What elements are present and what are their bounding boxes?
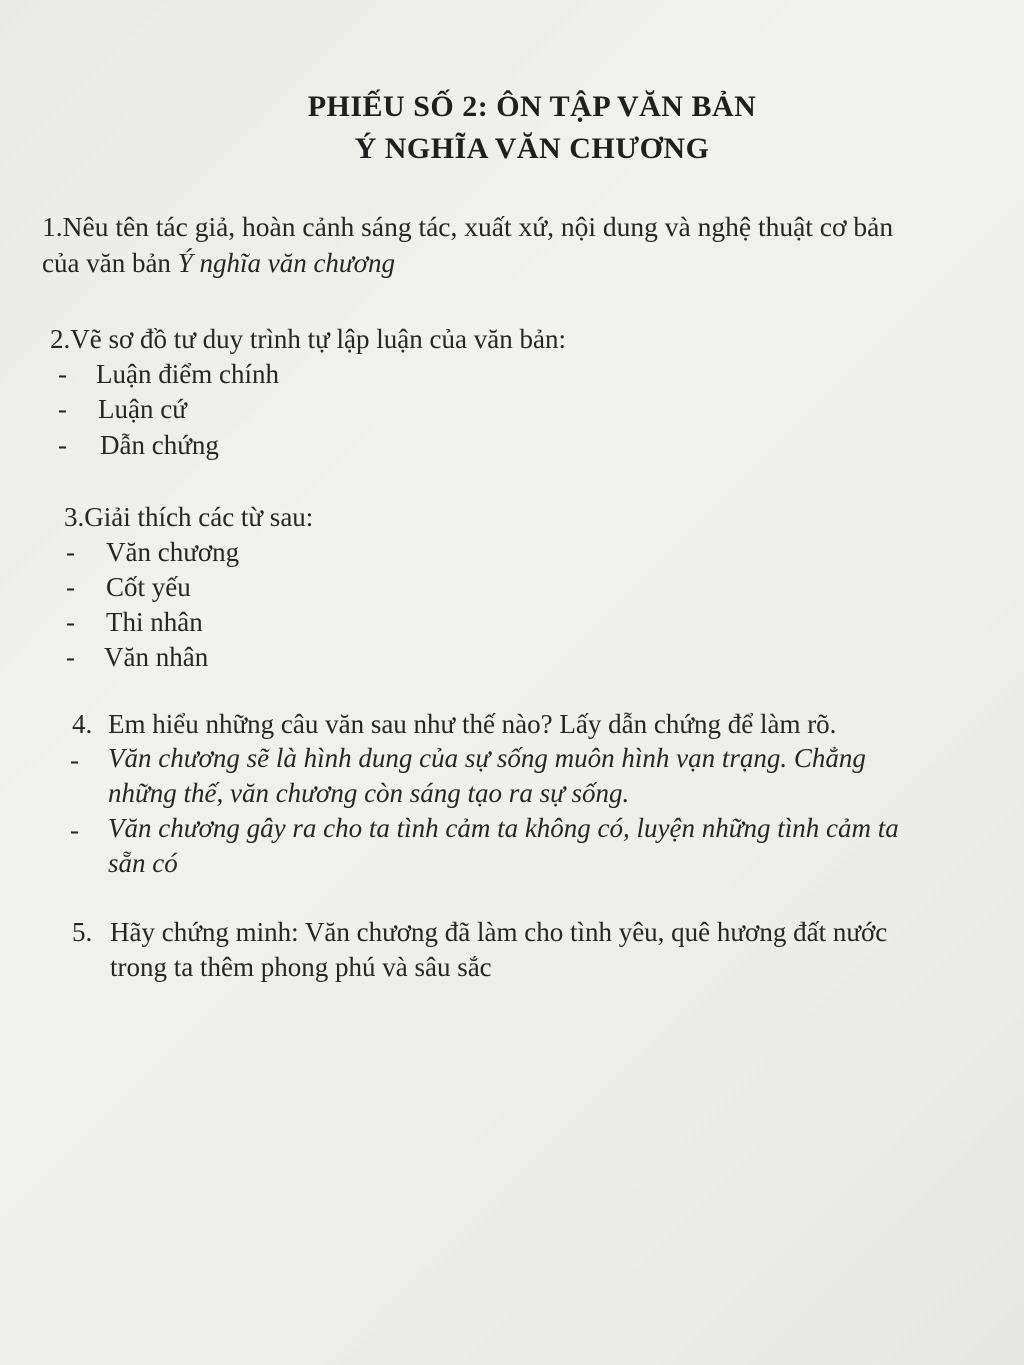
question-1-line-1: 1.Nêu tên tác giả, hoàn cảnh sáng tác, xuất xứ, nội dung và nghệ thuật cơ bản: [42, 211, 894, 242]
worksheet-subtitle: Ý NGHĨA VĂN CHƯƠNG: [354, 132, 710, 165]
bullet-dash: -: [66, 607, 75, 637]
question-3-item: Thi nhân: [106, 607, 203, 637]
bullet-dash: -: [66, 537, 75, 567]
bullet-dash: -: [58, 394, 67, 424]
question-3-item: Cốt yếu: [106, 572, 191, 602]
bullet-dash: -: [58, 359, 67, 389]
question-4-number: 4.: [72, 709, 93, 739]
bullet-dash: -: [70, 745, 79, 775]
bullet-dash: -: [66, 642, 75, 672]
question-3-heading: 3.Giải thích các từ sau:: [64, 502, 314, 532]
question-2-item: Luận cứ: [98, 394, 187, 424]
question-4-quote-2-line-1: Văn chương gây ra cho ta tình cảm ta không có, luyện những tình cảm ta: [108, 813, 899, 843]
question-1-work-title: Ý nghĩa văn chương: [177, 248, 396, 278]
question-4-quote-2-line-2: sẵn có: [108, 848, 178, 878]
worksheet-title: PHIẾU SỐ 2: ÔN TẬP VĂN BẢN: [307, 90, 757, 123]
question-3-item: Văn chương: [106, 537, 240, 567]
question-5-line-1: Hãy chứng minh: Văn chương đã làm cho tình yêu, quê hương đất nước: [110, 917, 888, 947]
bullet-dash: -: [66, 572, 75, 602]
question-4-heading: Em hiểu những câu văn sau như thế nào? Lấy dẫn chứng để làm rõ.: [108, 709, 837, 739]
question-4-quote-1-line-1: Văn chương sẽ là hình dung của sự sống muôn hình vạn trạng. Chẳng: [108, 743, 866, 773]
question-3-item: Văn nhân: [104, 642, 209, 672]
bullet-dash: -: [58, 430, 67, 460]
question-2-heading: 2.Vẽ sơ đồ tư duy trình tự lập luận của văn bản:: [50, 324, 566, 354]
question-1-text: của văn bản: [42, 248, 178, 278]
question-2-item: Luận điểm chính: [96, 359, 279, 389]
question-5-line-2: trong ta thêm phong phú và sâu sắc: [110, 952, 492, 982]
bullet-dash: -: [70, 815, 79, 845]
question-4-quote-1-line-2: những thế, văn chương còn sáng tạo ra sự sống.: [108, 778, 630, 808]
question-1-line-2: [42, 245, 395, 281]
question-2-item: Dẫn chứng: [100, 430, 219, 460]
question-5-number: 5.: [72, 917, 93, 947]
